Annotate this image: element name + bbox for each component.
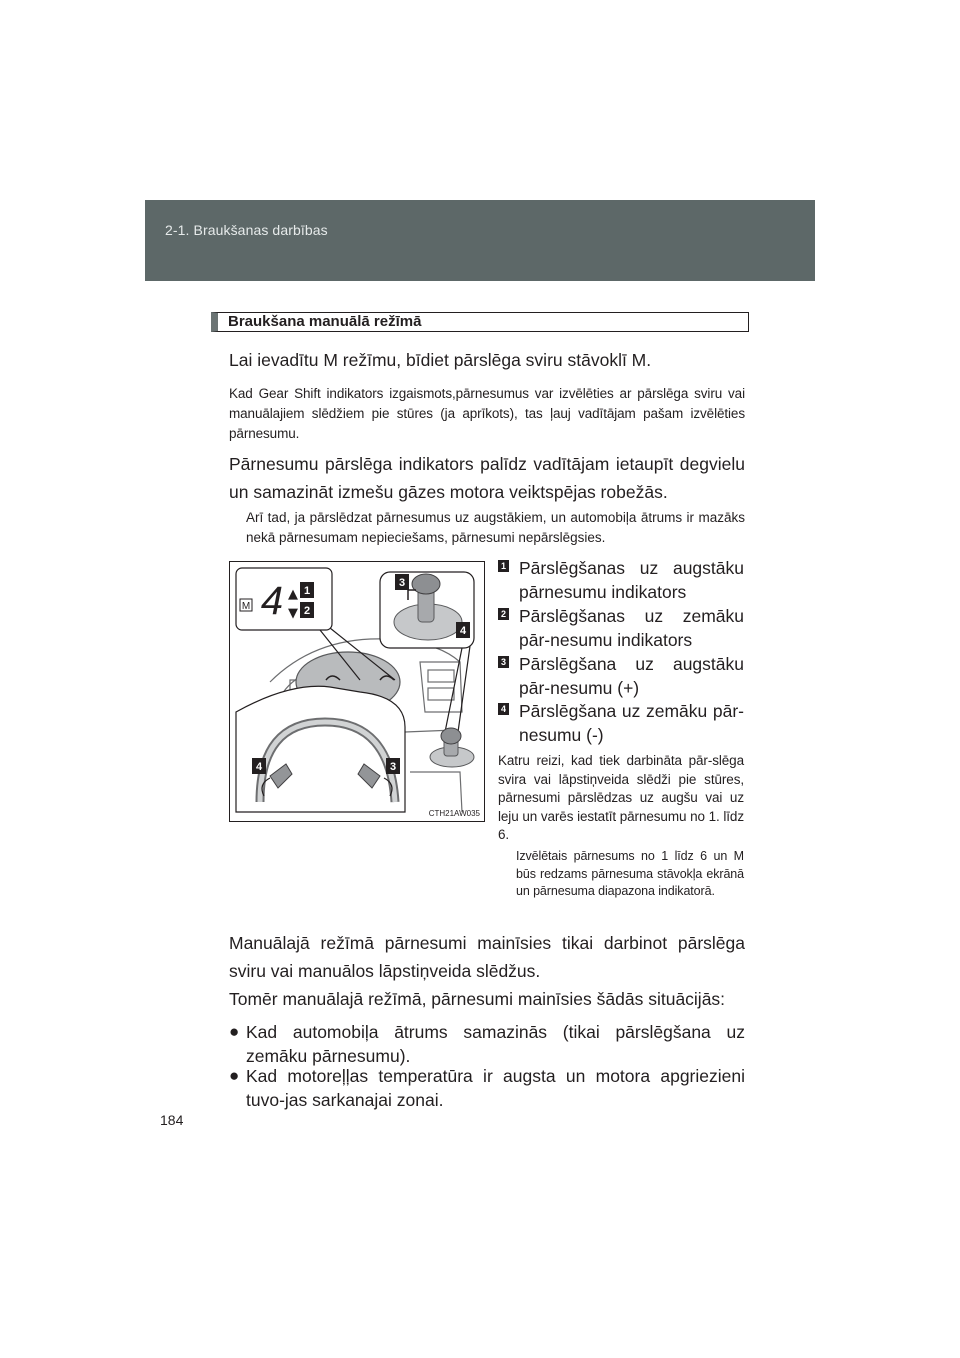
- gear-shift-illustration: [229, 561, 485, 822]
- svg-text:1: 1: [303, 585, 311, 597]
- header-band: [145, 200, 815, 281]
- svg-text:2: 2: [303, 605, 311, 617]
- legend-label: Pārslēgšanas uz augstāku pārnesumu indikators: [519, 558, 744, 602]
- legend-number: 1: [498, 560, 509, 572]
- legend-label: Pārslēgšanas uz zemāku pār-nesumu indikators: [519, 606, 744, 650]
- note-2: Izvēlētais pārnesums no 1 līdz 6 un M būs redzams pārnesuma stāvokļa ekrānā un pārnesuma diapazona indikatorā.: [516, 849, 744, 898]
- legend-number: 4: [498, 703, 509, 715]
- bullet-icon: ●: [229, 1066, 240, 1085]
- bullet-text: Kad automobiļa ātrums samazinās (tikai pārslēgšana uz zemāku pārnesumu).: [246, 1022, 745, 1066]
- svg-text:3: 3: [389, 761, 397, 773]
- paragraph-4: Tomēr manuālajā režīmā, pārnesumi mainīsies šādās situācijās:: [229, 989, 726, 1009]
- intro-paragraph: Lai ievadītu M režīmu, bīdiet pārslēga sviru stāvoklī M.: [229, 350, 652, 370]
- mode-letter: M: [241, 601, 251, 612]
- bullet-text: Kad motoreļļas temperatūra ir augsta un motora apgriezieni tuvo-jas sarkanajai zonai.: [246, 1066, 745, 1110]
- legend-label: Pārslēgšana uz zemāku pār-nesumu (-): [519, 701, 744, 745]
- bullet-icon: ●: [229, 1022, 240, 1041]
- legend-item-1: [498, 556, 744, 604]
- legend-item-3: [498, 652, 744, 700]
- shift-knob-small: [441, 728, 461, 744]
- shift-knob: [412, 574, 440, 594]
- svg-text:4: 4: [459, 625, 467, 637]
- legend-item-2: [498, 604, 744, 652]
- paragraph-3: Manuālajā režīmā pārnesumi mainīsies tikai darbinot pārslēga sviru vai manuālos lāpstiņveida slēdžus.: [229, 933, 745, 981]
- bullet-item-2: [229, 1064, 745, 1112]
- up-arrow: ▲: [288, 587, 298, 602]
- section-heading: Braukšana manuālā režīmā: [211, 312, 749, 332]
- illustration-svg: [230, 562, 484, 821]
- paragraph-small-1: Kad Gear Shift indikators izgaismots,pārnesumus var izvēlēties ar pārslēga sviru vai manuālajiem slēdžiem pie stūres (ja aprīkots), tas ļauj vadītājam pašam izvēlēties pārnesumu.: [229, 386, 745, 441]
- section-title: 2-1. Braukšanas darbības: [165, 222, 328, 238]
- down-arrow: ▼: [288, 606, 298, 621]
- legend-label: Pārslēgšana uz augstāku pār-nesumu (+): [519, 654, 744, 698]
- legend-item-4: [498, 699, 744, 747]
- gear-digit: 4: [260, 579, 284, 623]
- page-number: 184: [160, 1112, 184, 1128]
- svg-text:3: 3: [398, 577, 406, 589]
- svg-text:4: 4: [255, 761, 263, 773]
- figure-code: CTH21AW035: [428, 809, 480, 818]
- legend-paragraph: Katru reizi, kad tiek darbināta pār-slēga svira vai lāpstiņveida slēdži pie stūres, pārnesumi pārslēdzas uz augšu vai uz leju un varēs iestatīt pārnesumu no 1. līdz 6.: [498, 753, 744, 842]
- legend-number: 3: [498, 656, 509, 668]
- paragraph-2: Pārnesumu pārslēga indikators palīdz vadītājam ietaupīt degvielu un samazināt izmešu gāzes motora veiktspējas robežās.: [229, 454, 745, 502]
- legend-number: 2: [498, 608, 509, 620]
- note-1: Arī tad, ja pārslēdzat pārnesumus uz augstākiem, un automobiļa ātrums ir mazāks nekā pārnesumam nepieciešams, pārnesumi nepārslēgsies.: [246, 510, 745, 545]
- bullet-item-1: [229, 1020, 745, 1068]
